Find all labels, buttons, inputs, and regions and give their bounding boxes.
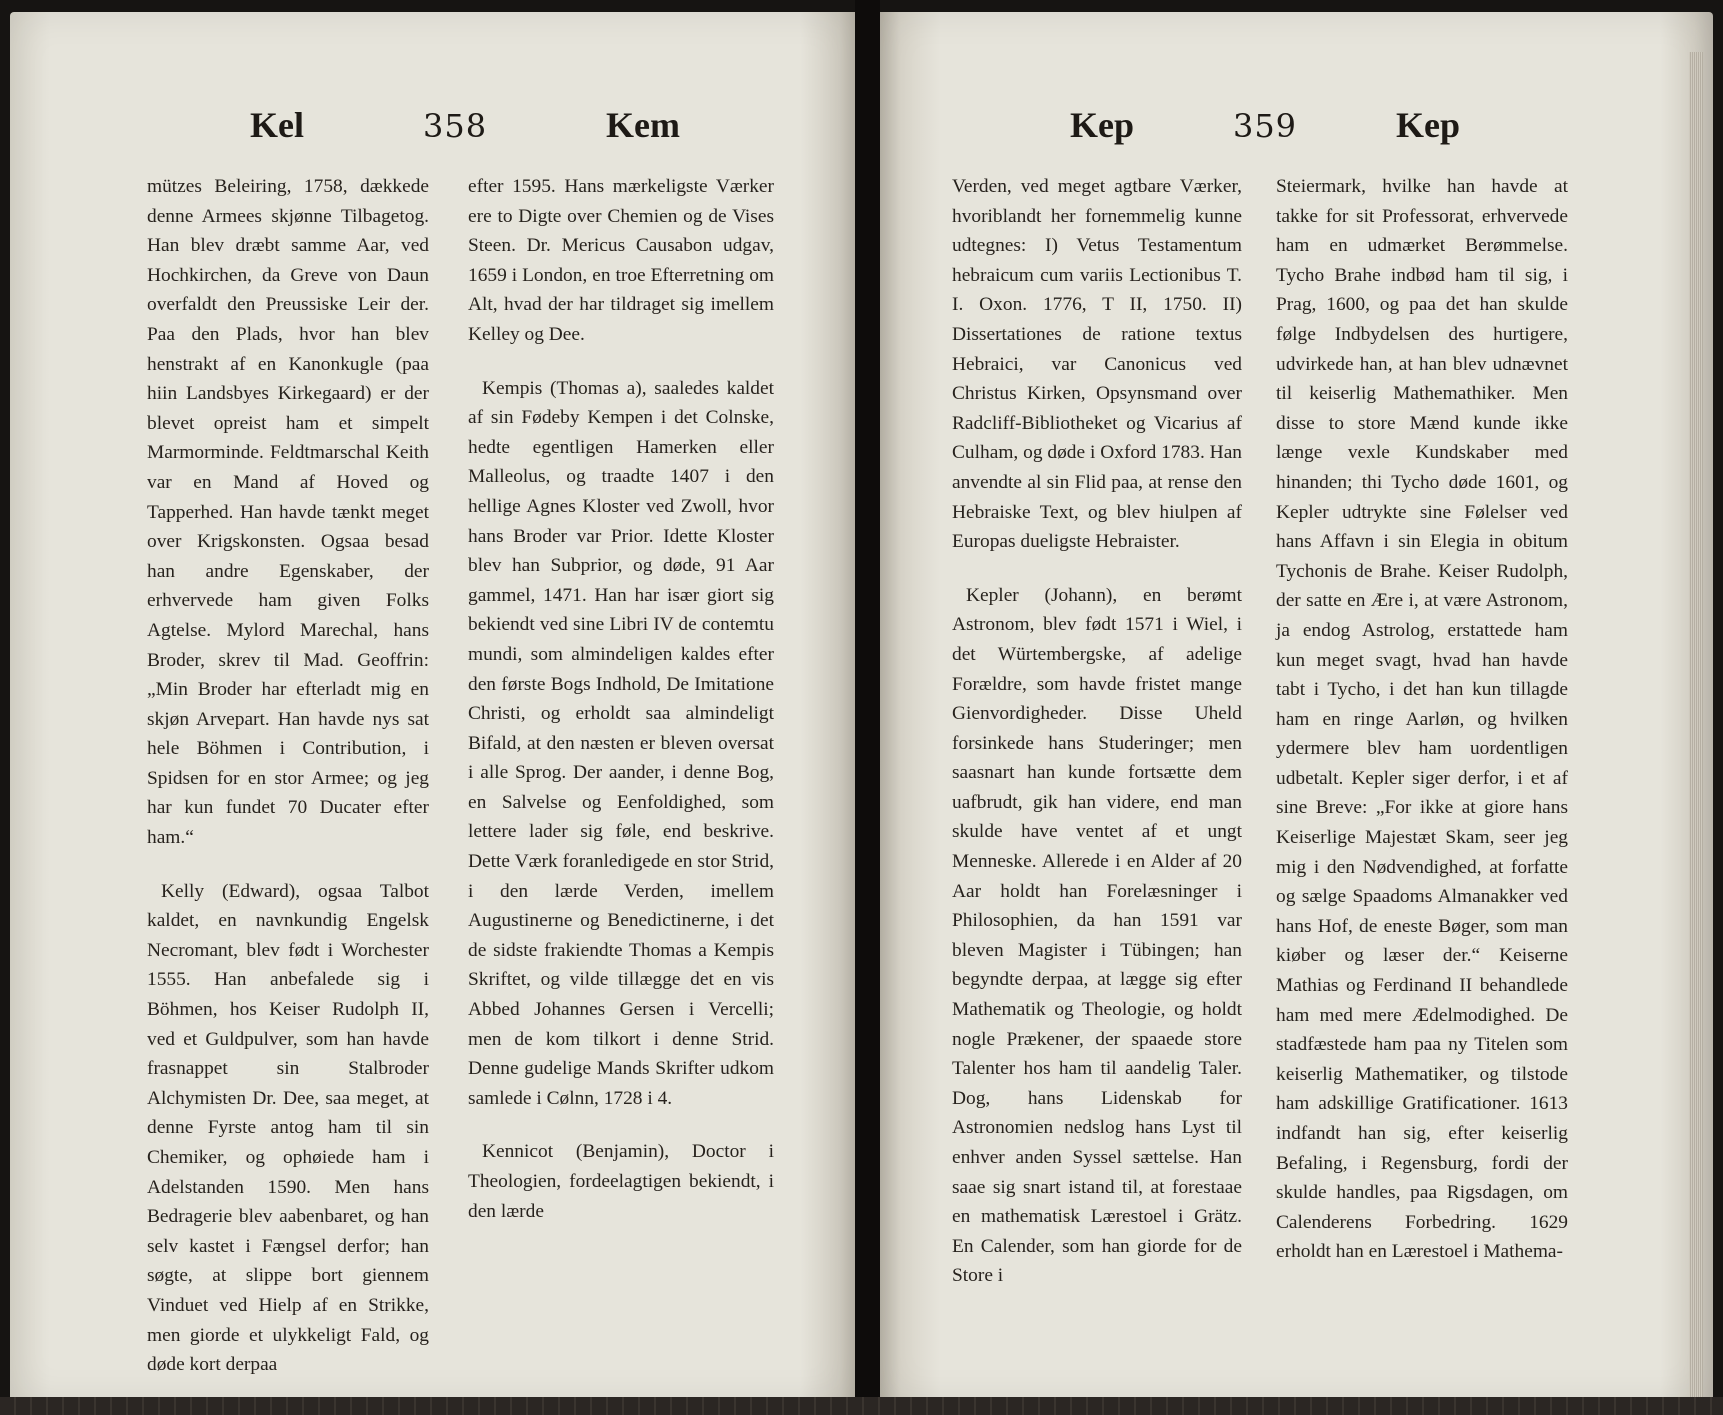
entry-kennicot: Kennicot (Benjamin), Doctor i Theologien, fordeelagtigen bekiendt, i den lærde: [468, 1141, 774, 1222]
paragraph-kepler-continued: Steiermark, hvilke han havde at takke for sit Professorat, erhvervede ham en udmærket Berømmelse. Tycho Brahe indbød ham til sig, i Prag, 1600, og paa det han skulde følge Indbydelsen des hurtigere, udvirkede han, at han blev udnævnet til keiserlig Mathemathiker. Men disse to store Mænd kunde ikke længe vexle Kundskaber med hinanden; thi Tycho døde 1601, og Kepler udtrykte sine Følelser ved hans Affavn i sin Elegia in obitum Tychonis de Brahe. Keiser Rudolph, der satte en Ære i, at være Astronom, ja endog Astrolog, erstattede ham kun meget svagt, hvad han havde tabt i Tycho, i det han kun tillagde ham en ringe Aarløn, og hvilken ydermere blev ham uordentligen udbetalt. Kepler siger derfor, i et af sine Breve: „For ikke at giore hans Keiserlige Majestæt Skam, seer jeg mig i den Nødvendighed, at forfatte og sælge Spaadoms Almanakker ved hans Hof, de eneste Bøger, som man kiøber og læser der.“ Keiserne Mathias og Ferdinand II behandlede ham med mere Ædelmodighed. De stadfæstede ham paa ny Titelen som keiserlig Mathematiker, og tilstode ham adskillige Gratificationer. 1613 indfandt han sig, efter keiserlig Befaling, i Regensburg, fordi der skulde handles, paa Rigsdagen, om Calenderens Forbedring. 1629 erholdt han en Lærestoel i Mathema-: [1276, 176, 1568, 1263]
left-guide-word-first: Kel: [250, 105, 304, 145]
right-guide-word-last: Kep: [1395, 105, 1460, 145]
left-page: [10, 12, 855, 1402]
right-page: [880, 12, 1713, 1402]
left-page-column-1: [147, 172, 429, 1380]
paragraph-keith-continued: mützes Beleiring, 1758, dækkede denne Armees skjønne Tilbagetog. Han blev dræbt samme Aar, ved Hochkirchen, da Greve von Daun overfaldt den Preussiske Leir der. Paa den Plads, hvor han blev henstrakt af en Kanonkugle (paa hiin Landsbyes Kirkegaard) er der blevet opreist ham et simpelt Marmorminde. Feldtmarschal Keith var en Mand af Hoved og Tapperhed. Han havde tænkt meget over Krigskonsten. Ogsaa besad han andre Egenskaber, der erhvervede ham given Folks Agtelse. Mylord Marechal, hans Broder, skrev til Mad. Geoffrin: „Min Broder har efterladt mig en skjøn Arvepart. Han havde nys sat hele Böhmen i Contribution, i Spidsen for en stor Armee; og jeg har kun fundet 70 Ducater efter ham.“: [147, 176, 429, 849]
entry-kempis: Kempis (Thomas a), saaledes kaldet af sin Fødeby Kempen i det Colnske, hedte egentligen Hamerken eller Malleolus, og traadte 1407 i den hellige Agnes Kloster ved Zwoll, hvor hans Broder var Prior. Idette Kloster blev han Subprior, og døde, 91 Aar gammel, 1471. Han har især giort sig bekiendt ved sine Libri IV de contemtu mundi, som almindeligen kaldes efter den første Bogs Indhold, De Imitatione Christi, og erholdt saa almindeligt Bifald, at den næsten er bleven oversat i alle Sprog. Der aander, i denne Bog, en Salvelse og Eenfoldighed, som lettere lader sig føle, end beskrive. Dette Værk foranledigede en stor Strid, i den lærde Verden, imellem Augustinerne og Benedictinerne, i det de sidste frakiendte Thomas a Kempis Skriftet, og vilde tillægge det en vis Abbed Johannes Gersen i Vercelli; men de kom tilkort i denne Strid. Denne gudelige Mands Skrifter udkom samlede i Cølnn, 1728 i 4.: [468, 377, 774, 1109]
left-page-header: [250, 104, 680, 164]
book-bottom-edge: [0, 1397, 1723, 1415]
left-guide-word-last: Kem: [606, 105, 680, 145]
left-page-column-2: [468, 172, 774, 1226]
right-page-number: 359: [1232, 107, 1298, 145]
entry-kepler: Kepler (Johann), en berømt Astronom, blev født 1571 i Wiel, i det Würtembergske, af adelige Forældre, som havde fristet mange Gienvordigheder. Disse Uheld forsinkede hans Studeringer; men saasnart han kunde fortsætte dem uafbrudt, gik han videre, end man skulde have ventet af et ungt Menneske. Allerede i en Alder af 20 Aar holdt han Forelæsninger i Philosophien, da han 1591 var bleven Magister i Tübingen; han begyndte derpaa, at lægge sig efter Mathematik og Theologie, og holdt nogle Prækener, der spaaede store Talenter hos ham til aandelig Taler. Dog, hans Lidenskab for Astronomien nedslog hans Lyst til enhver anden Syssel sættelse. Han saae sig snart istand til, at forestaae en mathematisk Lærestoel i Grätz. En Calender, som han giorde for de Store i: [952, 584, 1242, 1287]
book-gutter: [855, 0, 880, 1415]
right-page-column-1: [952, 172, 1242, 1291]
entry-kelly: Kelly (Edward), ogsaa Talbot kaldet, en navnkundig Engelsk Necromant, blev født i Worchester 1555. Han anbefalede sig i Böhmen, hos Keiser Rudolph II, ved et Guldpulver, som han havde frasnappet sin Stalbroder Alchymisten Dr. Dee, saa meget, at denne Fyrste antog ham til sin Chemiker, og ophøiede ham i Adelstanden 1590. Men hans Bedragerie blev aabenbaret, og han selv kastet i Fængsel derfor; han søgte, at slippe bort giennem Vinduet ved Hielp af en Strikke, men giorde et ulykkeligt Fald, og døde kort derpaa: [147, 880, 429, 1376]
paragraph-kelly-continued: efter 1595. Hans mærkeligste Værker ere to Digte over Chemien og de Vises Steen. Dr. Mericus Causabon udgav, 1659 i London, en troe Efterretning om Alt, hvad der har tildraget sig imellem Kelley og Dee.: [468, 176, 774, 345]
right-page-column-2: [1276, 172, 1568, 1267]
left-page-number: 358: [422, 107, 488, 145]
right-guide-word-first: Kep: [1070, 105, 1135, 145]
right-page-header: [1070, 104, 1460, 164]
paragraph-kennicot-continued: Verden, ved meget agtbare Værker, hvoriblandt her fornemmelig kunne udtegnes: I) Vetus Testamentum hebraicum cum variis Lectionibus T. I. Oxon. 1776, T II, 1750. II) Dissertationes de ratione textus Hebraici, var Canonicus ved Christus Kirken, Opsynsmand over Radcliff-Bibliotheket og Vicarius af Culham, og døde i Oxford 1783. Han anvendte al sin Flid paa, at rense den Hebraiske Text, og blev hiulpen af Europas dueligste Hebraister.: [952, 176, 1242, 553]
page-edges: [1689, 52, 1703, 1402]
